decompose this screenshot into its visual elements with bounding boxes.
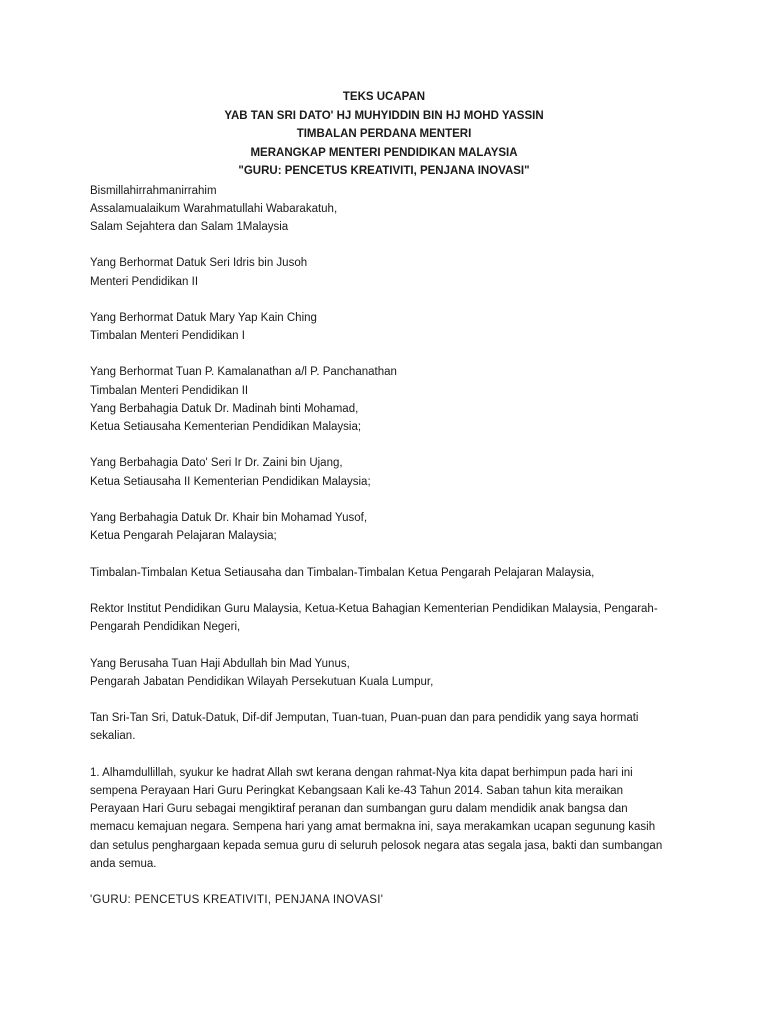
salutation-line: Timbalan-Timbalan Ketua Setiausaha dan Timbalan-Timbalan Ketua Pengarah Pelajaran Malaysia, [90, 566, 595, 579]
salutation-line: Yang Berhormat Tuan P. Kamalanathan a/l P. Panchanathan [90, 366, 397, 379]
header-title: TEKS UCAPAN [342, 91, 426, 103]
salutation-block [90, 309, 678, 345]
salutation-line: Tan Sri-Tan Sri, Datuk-Datuk, Dif-dif Jemputan, Tuan-tuan, Puan-puan dan para pendidik yang saya hormati [90, 712, 639, 725]
salutation-block [90, 600, 678, 636]
salutation-line: Menteri Pendidikan II [90, 275, 199, 288]
speech-header [90, 88, 678, 181]
greeting-line: Salam Sejahtera dan Salam 1Malaysia [90, 220, 289, 233]
salutation-line: Yang Berbahagia Datuk Dr. Madinah binti Mohamad, [90, 402, 359, 415]
salutation-block [90, 564, 678, 582]
header-speaker: YAB TAN SRI DATO' HJ MUHYIDDIN BIN HJ MOHD YASSIN [224, 109, 544, 122]
salutation-line: Ketua Setiausaha Kementerian Pendidikan Malaysia; [90, 421, 362, 434]
salutation-line: Ketua Pengarah Pelajaran Malaysia; [90, 530, 277, 543]
greeting-line: Assalamualaikum Warahmatullahi Wabarakatuh, [90, 202, 338, 215]
greeting-line: Bismillahirrahmanirrahim [90, 184, 217, 197]
salutation-line: Timbalan Menteri Pendidikan II [90, 384, 249, 397]
salutation-block [90, 709, 678, 745]
salutation-line: sekalian. [90, 730, 136, 743]
paragraph-line: Perayaan Hari Guru sebagai mengiktiraf peranan dan sumbangan guru dalam mendidik anak bangsa dan [90, 803, 628, 816]
salutation-block [90, 655, 678, 691]
salutation-block [90, 363, 678, 436]
salutation-line: Pengarah Jabatan Pendidikan Wilayah Persekutuan Kuala Lumpur, [90, 675, 434, 688]
salutation-line: Yang Berhormat Datuk Mary Yap Kain Ching [90, 311, 317, 324]
paragraph-line: memacu kemajuan negara. Sempena hari yang amat bermakna ini, saya merakamkan ucapan segunung kasih [90, 821, 656, 834]
paragraph-line: dan setulus penghargaan kepada semua guru di seluruh pelosok negara atas segala jasa, bakti dan sumbangan [90, 839, 663, 852]
speech-body [90, 182, 678, 910]
paragraph-line: anda semua. [90, 857, 157, 870]
salutation-line: Rektor Institut Pendidikan Guru Malaysia, Ketua-Ketua Bahagian Kementerian Pendidikan Malaysia, Pengarah- [90, 603, 658, 616]
header-theme: "GURU: PENCETUS KREATIVITI, PENJANA INOVASI" [238, 165, 530, 177]
salutation-line: Yang Berhormat Datuk Seri Idris bin Jusoh [90, 257, 308, 270]
salutation-block [90, 509, 678, 545]
section-title [90, 891, 678, 909]
salutation-line: Ketua Setiausaha II Kementerian Pendidikan Malaysia; [90, 475, 371, 488]
salutation-block [90, 454, 678, 490]
salutation-line: Yang Berbahagia Dato' Seri Ir Dr. Zaini bin Ujang, [90, 457, 343, 470]
paragraph-line: sempena Perayaan Hari Guru Peringkat Kebangsaan Kali ke-43 Tahun 2014. Saban tahun kita meraikan [90, 785, 623, 798]
header-position-2: MERANGKAP MENTERI PENDIDIKAN MALAYSIA [250, 146, 518, 159]
paragraph-1 [90, 764, 678, 873]
salutation-line: Pengarah Pendidikan Negeri, [90, 621, 241, 634]
salutation-line: Yang Berbahagia Datuk Dr. Khair bin Mohamad Yusof, [90, 512, 368, 525]
greeting-block [90, 182, 678, 237]
paragraph-line: 1. Alhamdullillah, syukur ke hadrat Allah swt kerana dengan rahmat-Nya kita dapat berhimpun pada hari ini [90, 766, 633, 779]
header-position: TIMBALAN PERDANA MENTERI [296, 128, 472, 140]
salutation-block [90, 254, 678, 290]
salutation-line: Timbalan Menteri Pendidikan I [90, 330, 245, 343]
section-title-text: 'GURU: PENCETUS KREATIVITI, PENJANA INOVASI' [90, 894, 384, 907]
salutation-line: Yang Berusaha Tuan Haji Abdullah bin Mad Yunus, [90, 657, 350, 670]
